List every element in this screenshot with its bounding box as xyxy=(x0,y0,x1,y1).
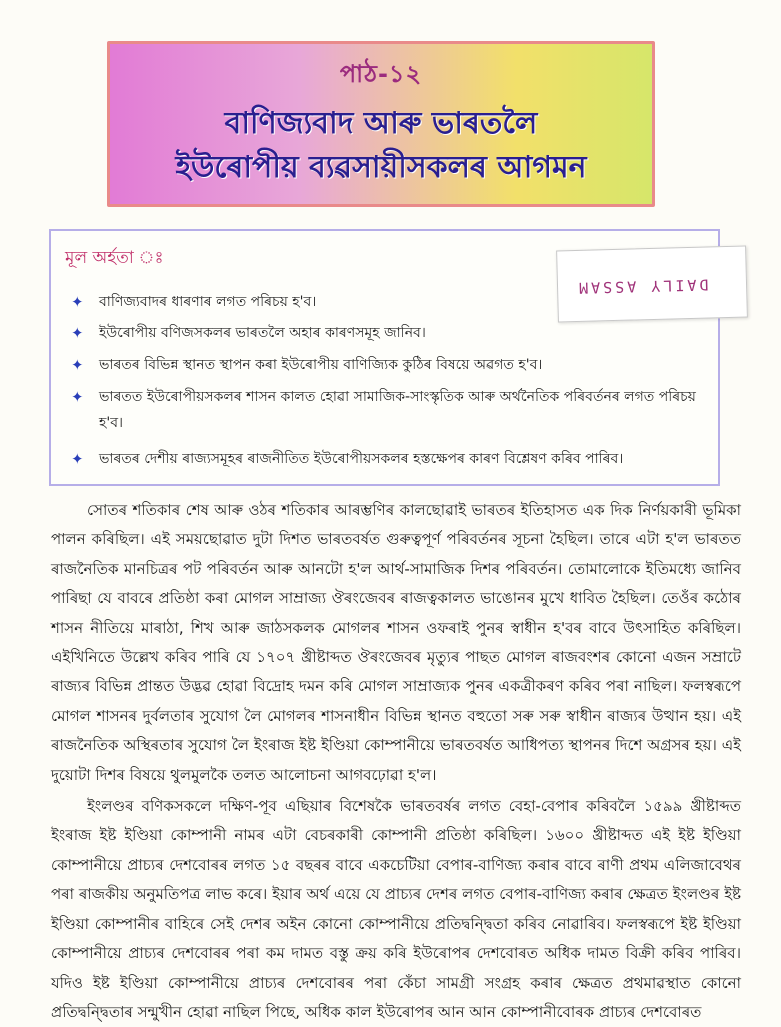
objective-text: ভাৰতত ইউৰোপীয়সকলৰ শাসন কালত হোৱা সামাজিক-সাংস্কৃতিক আৰু অৰ্থনৈতিক পৰিবৰ্তনৰ লগত পৰিচয় হ'ব। xyxy=(99,389,696,431)
four-point-star-bullet-icon: ✦ xyxy=(71,324,84,342)
objective-item xyxy=(71,446,704,472)
body-text xyxy=(51,496,741,1027)
objective-text: ভাৰতৰ বিভিন্ন স্থানত স্থাপন কৰা ইউৰোপীয় বাণিজ্যিক কুঠিৰ বিষয়ে অৱগত হ'ব। xyxy=(99,357,543,373)
daily-assam-stamp xyxy=(556,246,748,323)
lesson-number: পাঠ-১২ xyxy=(339,60,423,88)
four-point-star-bullet-icon: ✦ xyxy=(71,356,84,374)
objective-text: বাণিজ্যবাদৰ ধাৰণাৰ লগত পৰিচয় হ'ব। xyxy=(99,294,317,310)
lesson-title-line-2: ইউৰোপীয় ব্যৱসায়ীসকলৰ আগমন xyxy=(175,150,587,185)
objective-item xyxy=(71,352,704,378)
objective-text: ভাৰতৰ দেশীয় ৰাজ্যসমূহৰ ৰাজনীতিত ইউৰোপীয়সকলৰ হস্তক্ষেপৰ কাৰণ বিশ্লেষণ কৰিব পাৰিব। xyxy=(99,451,624,467)
body-paragraph-1: সোতৰ শতিকাৰ শেষ আৰু ওঠৰ শতিকাৰ আৰম্ভণিৰ কালছোৱাই ভাৰতৰ ইতিহাসত এক দিক নিৰ্ণয়কাৰী ভূমিকা পালন কৰিছিল। এই সময়ছোৱাত দুটা দিশত ভাৰতবৰ্ষত গুৰুত্বপূৰ্ণ পৰিবৰ্তনৰ সূচনা হৈছিল। তাৰে এটা হ'ল ভাৰতত ৰাজনৈতিক মানচিত্ৰৰ পট পৰিবৰ্তন আৰু আনটো হ'ল আৰ্থ-সামাজিক দিশৰ পৰিবৰ্তন। তোমালোকে ইতিমধ্যে জানিব পাৰিছা যে বাবৰে প্ৰতিষ্ঠা কৰা মোগল সাম্ৰাজ্য ঔৰংজেবৰ ৰাজত্বকালত ভাঙোনৰ মুখে ধাবিত হৈছিল। তেওঁৰ কঠোৰ শাসন নীতিয়ে মাৰাঠা, শিখ আৰু জাঠসকলক মোগলৰ শাসন ওফৰাই পুনৰ স্বাধীন হ'বৰ বাবে উৎসাহিত কৰিছিল। এইখিনিতে উল্লেখ কৰিব পাৰি যে ১৭০৭ খ্ৰীষ্টাব্দত ঔৰংজেবৰ মৃত্যুৰ পাছত মোগল ৰাজবংশৰ কোনো এজন সম্ৰাটে ৰাজ্যৰ বিভিন্ন প্ৰান্তত উদ্ভৱ হোৱা বিদ্ৰোহ দমন কৰি মোগল সাম্ৰাজ্যক পুনৰ একত্ৰীকৰণ কৰিব পৰা নাছিল। ফলস্বৰূপে মোগল শাসনৰ দুৰ্বলতাৰ সুযোগ লৈ মোগলৰ শাসনাধীন বিভিন্ন স্থানত বহুতো সৰু সৰু স্বাধীন ৰাজ্যৰ উত্থান হয়। এই ৰাজনৈতিক অস্থিৰতাৰ সুযোগ লৈ ইংৰাজ ইষ্ট ইণ্ডিয়া কোম্পানীয়ে ভাৰতবৰ্ষত আধিপত্য স্থাপনৰ দিশে অগ্ৰসৰ হয়। এই দুয়োটা দিশৰ বিষয়ে থুলমুলকৈ তলত আলোচনা আগবঢ়োৱা হ'ল। xyxy=(51,501,741,784)
objective-item xyxy=(71,384,704,436)
body-paragraph-2: ইংলণ্ডৰ বণিকসকলে দক্ষিণ-পূব এছিয়াৰ বিশেষকৈ ভাৰতবৰ্ষৰ লগত বেহা-বেপাৰ কৰিবলৈ ১৫৯৯ খ্ৰীষ্টাব্দত ইংৰাজ ইষ্ট ইণ্ডিয়া কোম্পানী নামৰ এটা বেচৰকাৰী কোম্পানী প্ৰতিষ্ঠা কৰিছিল। ১৬০০ খ্ৰীষ্টাব্দত এই ইষ্ট ইণ্ডিয়া কোম্পানীয়ে প্ৰাচ্যৰ দেশবোৰৰ লগত ১৫ বছৰৰ বাবে একচেটিয়া বেপাৰ-বাণিজ্য কৰাৰ বাবে ৰাণী প্ৰথম এলিজাবেথৰ পৰা ৰাজকীয় অনুমতিপত্ৰ লাভ কৰে। ইয়াৰ অৰ্থ এয়ে যে প্ৰাচ্যৰ দেশৰ লগত বেপাৰ-বাণিজ্য কৰাৰ ক্ষেত্ৰত ইংলণ্ডৰ ইষ্ট ইণ্ডিয়া কোম্পানীৰ বাহিৰে সেই দেশৰ অইন কোনো কোম্পানীয়ে প্ৰতিদ্বন্দ্বিতা কৰিব নোৱাৰিব। ফলস্বৰূপে ইষ্ট ইণ্ডিয়া কোম্পানীয়ে প্ৰাচ্যৰ দেশবোৰৰ পৰা কম দামত বস্তু ক্ৰয় কৰি ইউৰোপৰ দেশবোৰত অধিক দামত বিক্ৰী কৰিব পাৰিব। যদিও ইষ্ট ইণ্ডিয়া কোম্পানীয়ে প্ৰাচ্যৰ দেশবোৰৰ পৰা কেঁচা সামগ্ৰী সংগ্ৰহ কৰাৰ ক্ষেত্ৰত প্ৰথমাৱস্থাত কোনো প্ৰতিদ্বন্দ্বিতাৰ সন্মুখীন হোৱা নাছিল পিছে, অধিক কাল ইউৰোপৰ আন আন কোম্পানীবোৰক প্ৰাচ্যৰ দেশবোৰত xyxy=(51,797,741,1021)
objective-text: ইউৰোপীয় বণিজসকলৰ ভাৰতলৈ অহাৰ কাৰণসমূহ জানিব। xyxy=(99,325,426,341)
four-point-star-bullet-icon: ✦ xyxy=(71,388,84,406)
stamp-text: DAILY ASSAM xyxy=(575,275,709,297)
four-point-star-bullet-icon: ✦ xyxy=(71,293,84,311)
lesson-title-banner xyxy=(107,41,655,207)
lesson-title-line-1: বাণিজ্যবাদ আৰু ভাৰতলৈ xyxy=(224,106,538,141)
objective-item xyxy=(71,320,704,346)
objectives-heading: মূল অৰ্হতা ঃ xyxy=(65,248,164,268)
four-point-star-bullet-icon: ✦ xyxy=(71,450,84,468)
